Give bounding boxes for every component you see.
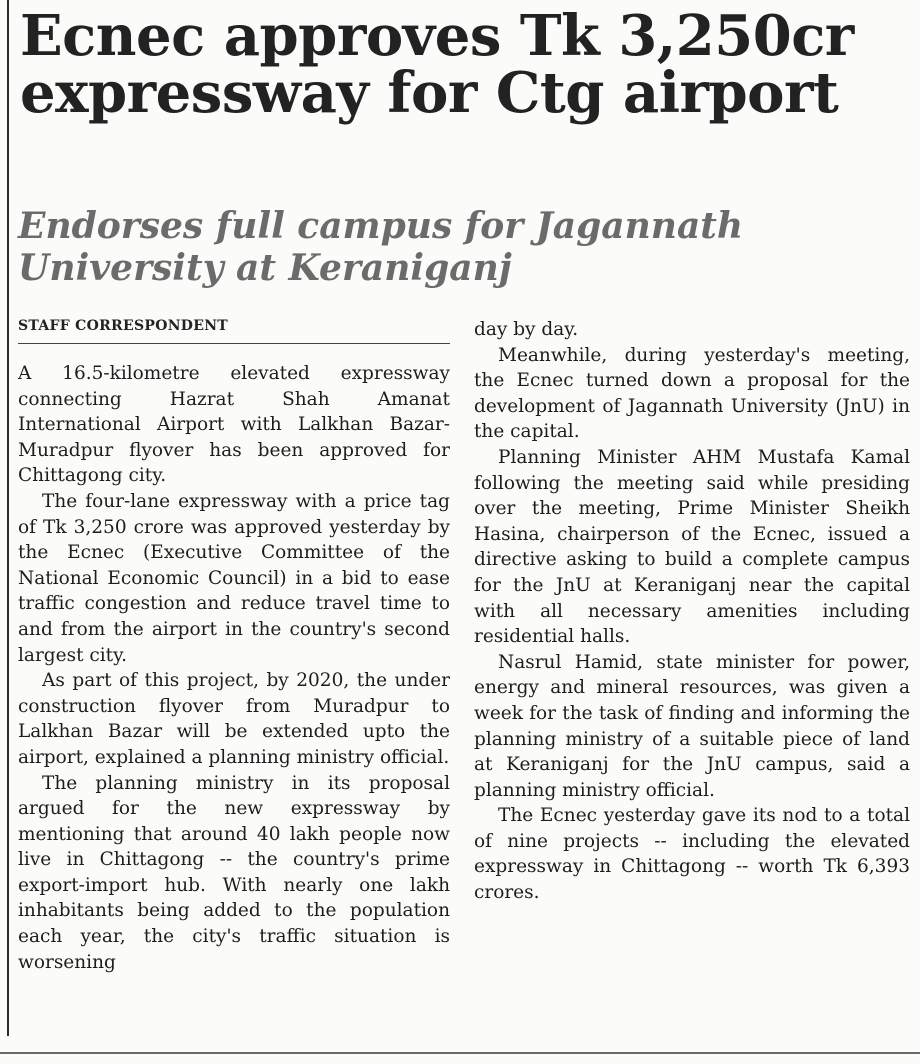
paragraph: The four-lane expressway with a price tag of Tk 3,250 crore was approved yesterday by the Ecnec (Executive Committee of the National Economic Council) in a bid to ease traffic congestion and reduce travel time to and from the airport in the country's second largest city. bbox=[18, 490, 450, 666]
paragraph: The planning ministry in its proposal argued for the new expressway by mentioning that around 40 lakh people now live in Chittagong -- the country's prime export-import hub. With nearly one lakh inhabitants being added to the population each year, the city's traffic situation is worsening bbox=[18, 772, 450, 973]
paragraph: A 16.5-kilometre elevated expressway connecting Hazrat Shah Amanat International Airport with Lalkhan Bazar-Muradpur flyover has been approved for Chittagong city. bbox=[18, 363, 450, 487]
article-column-1 bbox=[18, 361, 450, 975]
paragraph: Meanwhile, during yesterday's meeting, the Ecnec turned down a proposal for the development of Jagannath University (JnU) in the capital. bbox=[474, 344, 910, 443]
paragraph: As part of this project, by 2020, the under construction flyover from Muradpur to Lalkhan Bazar will be extended upto the airport, explained a planning ministry official. bbox=[18, 670, 450, 768]
paragraph: Nasrul Hamid, state minister for power, energy and mineral resources, was given a week for the task of finding and informing the planning ministry of a suitable piece of land at Keraniganj for the JnU campus, said a planning ministry official. bbox=[474, 651, 910, 801]
subheadline: Endorses full campus for Jagannath University at Keraniganj bbox=[18, 205, 744, 290]
article-column-2 bbox=[474, 317, 910, 906]
byline: STAFF CORRESPONDENT bbox=[18, 318, 229, 334]
left-column-rule bbox=[7, 0, 9, 1036]
headline: Ecnec approves Tk 3,250cr expressway for Ctg airport bbox=[20, 3, 854, 127]
byline-rule bbox=[18, 343, 450, 344]
paragraph-continuation: day by day. bbox=[474, 319, 579, 340]
paragraph: The Ecnec yesterday gave its nod to a total of nine projects -- including the elevated expressway in Chittagong -- worth Tk 6,393 crores. bbox=[474, 805, 910, 904]
bottom-rule bbox=[0, 1052, 920, 1054]
paragraph: Planning Minister AHM Mustafa Kamal following the meeting said while presiding over the meeting, Prime Minister Sheikh Hasina, chairperson of the Ecnec, issued a directive asking to build a complete campus for the JnU at Keraniganj near the capital with all necessary amenities including residential halls. bbox=[474, 446, 910, 648]
